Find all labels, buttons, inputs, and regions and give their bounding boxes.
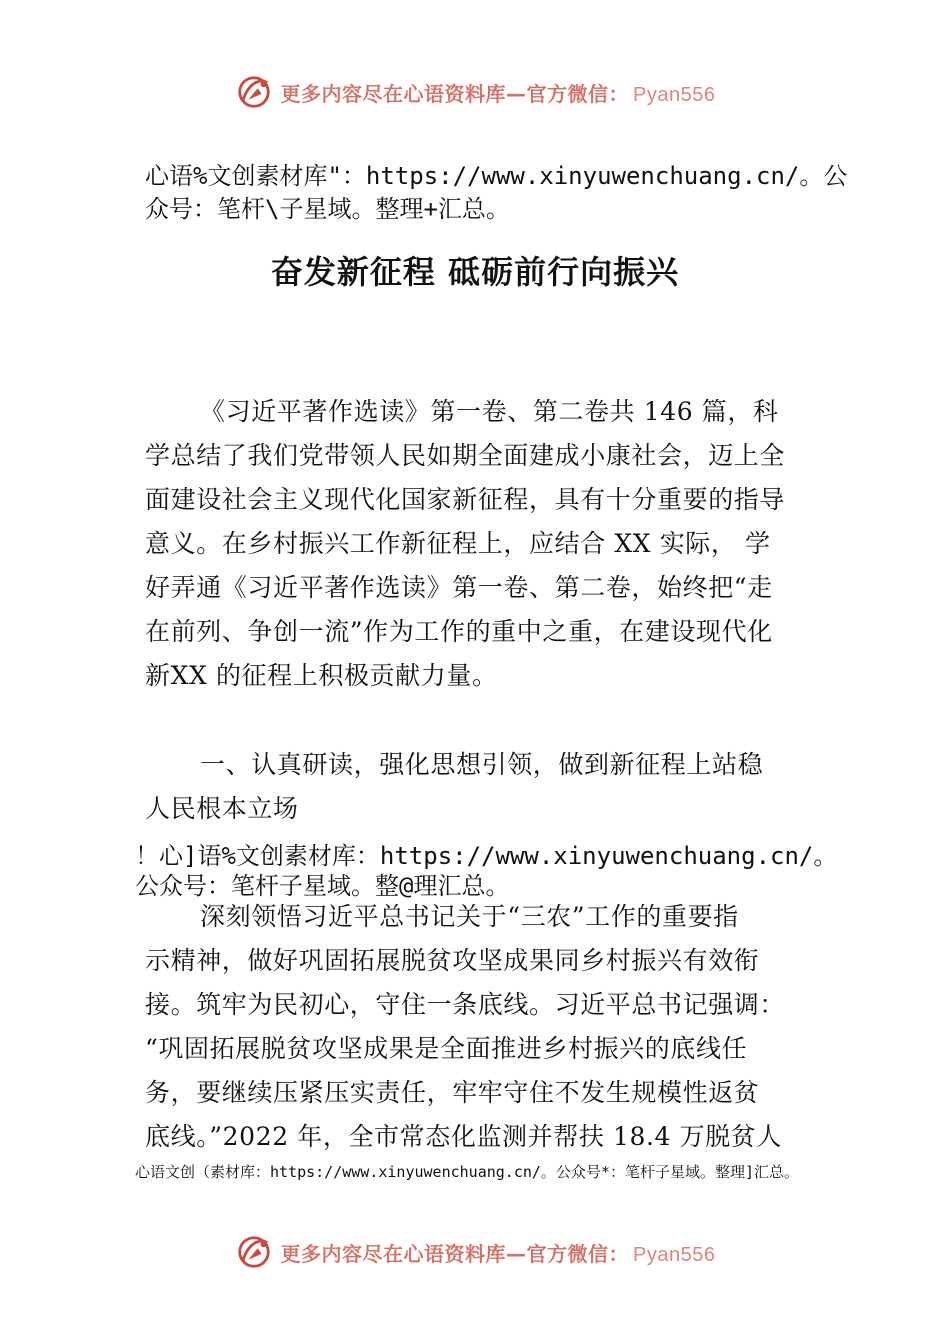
footer-banner: [0, 1228, 950, 1276]
banner-wechat-id: Pyan556: [633, 83, 716, 106]
section-line-5: 务，要继续压紧压实责任，牢牢守住不发生规模性返贫: [145, 1078, 760, 1107]
intro-line-6: 在前列、争创一流”作为工作的重中之重，在建设现代化: [145, 617, 773, 646]
header-banner: [0, 68, 950, 116]
section-line-1: 深刻领悟习近平总书记关于“三农”工作的重要指: [200, 902, 739, 931]
watermark-top-line-2: 众号：笔杆\子星域。整理+汇总。: [145, 195, 510, 223]
watermark-footer: 心语文创（素材库：https://www.xinyuwenchuang.cn/。公众号*：笔杆子星域。整理]汇总。: [135, 1163, 799, 1181]
intro-line-2: 学总结了我们党带领人民如期全面建成小康社会，迈上全: [145, 441, 786, 470]
intro-line-4: 意义。在乡村振兴工作新征程上，应结合 XX 实际， 学: [145, 529, 771, 558]
section-line-2: 示精神，做好巩固拓展脱贫攻坚成果同乡村振兴有效衔: [145, 946, 760, 975]
section-line-6: 底线。”2022 年，全市常态化监测并帮扶 18.4 万脱贫人: [145, 1122, 783, 1151]
watermark-mid-line-1: ！心]语%文创素材库：https://www.xinyuwenchuang.cn/。: [135, 842, 838, 870]
banner-wechat-id: Pyan556: [633, 1243, 716, 1266]
section-heading-line-2: 人民根本立场: [145, 794, 299, 823]
watermark-top-line-1: 心语%文创素材库"：https://www.xinyuwenchuang.cn/。公: [145, 162, 848, 190]
banner-slogan: 更多内容尽在心语资料库—官方微信：: [280, 81, 630, 106]
watermark-mid-line-2: 公众号：笔杆子星域。整@理汇总。: [135, 872, 510, 900]
document-title: 奋发新征程 砥砺前行向振兴: [270, 253, 680, 291]
intro-line-3: 面建设社会主义现代化国家新征程，具有十分重要的指导: [145, 485, 786, 514]
section-line-4: “巩固拓展脱贫攻坚成果是全面推进乡村振兴的底线任: [145, 1034, 748, 1063]
banner-text: [281, 78, 716, 107]
brand-logo-icon: [235, 1233, 273, 1271]
intro-line-1: 《习近平著作选读》第一卷、第二卷共 146 篇，科: [200, 397, 779, 426]
section-heading-line-1: 一、认真研读，强化思想引领，做到新征程上站稳: [200, 750, 764, 779]
banner-slogan: 更多内容尽在心语资料库—官方微信：: [280, 1241, 630, 1266]
banner-text: [281, 1238, 716, 1267]
intro-line-7: 新XX 的征程上积极贡献力量。: [145, 661, 498, 690]
section-line-3: 接。筑牢为民初心，守住一条底线。习近平总书记强调：: [145, 990, 786, 1019]
intro-line-5: 好弄通《习近平著作选读》第一卷、第二卷，始终把“走: [145, 573, 773, 602]
brand-logo-icon: [235, 73, 273, 111]
